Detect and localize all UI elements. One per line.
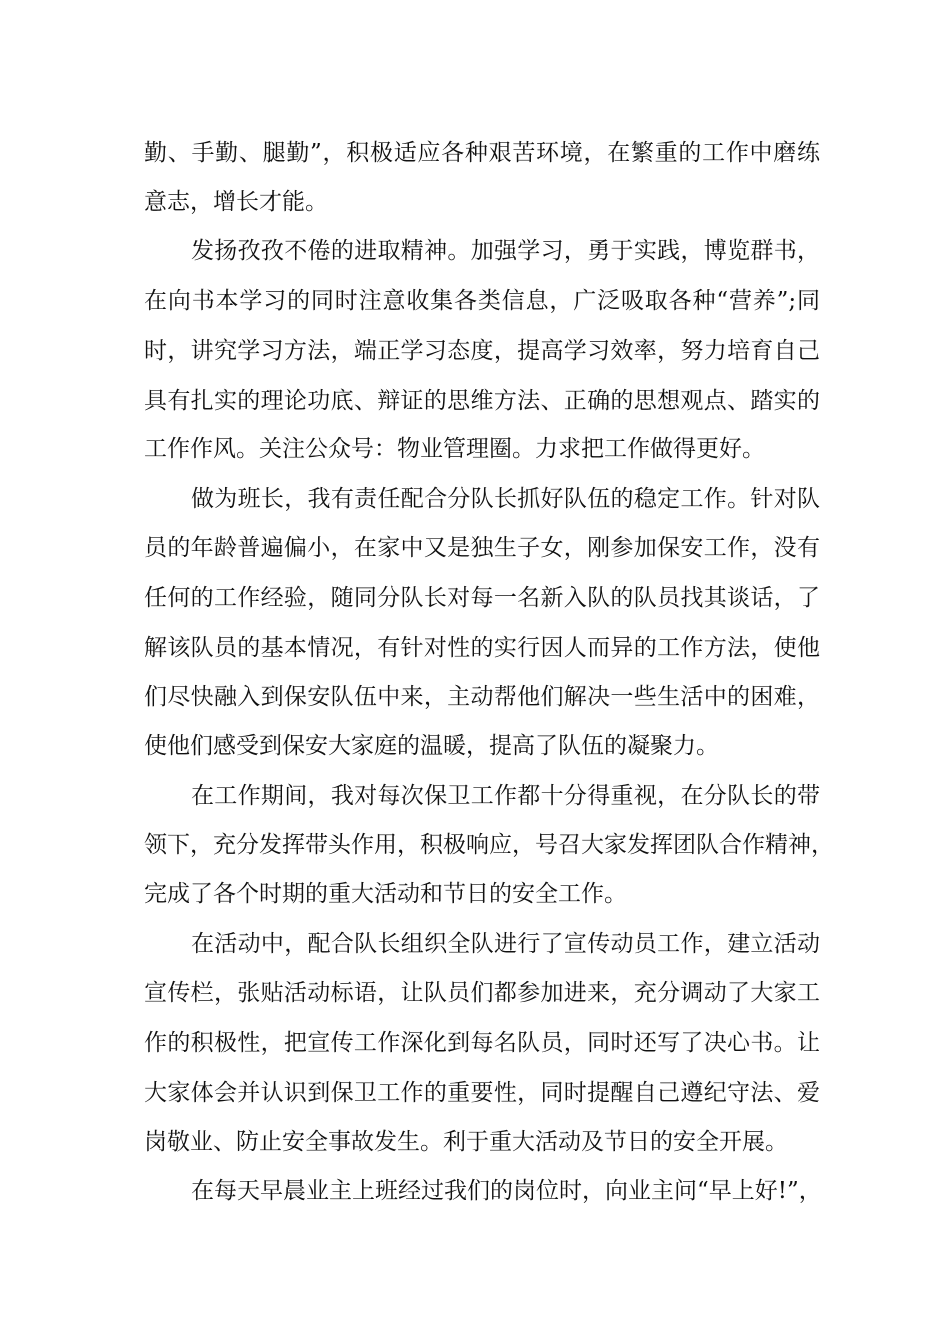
text-line: 岗敬业、防止安全事故发生。利于重大活动及节日的安全开展。 xyxy=(144,1129,788,1155)
text-line: 大家体会并认识到保卫工作的重要性，同时提醒自己遵纪守法、爱 xyxy=(144,1080,820,1106)
text-line: 使他们感受到保安大家庭的温暖，提高了队伍的凝聚力。 xyxy=(144,733,719,759)
text-line: 时，讲究学习方法，端正学习态度，提高学习效率，努力培育自己 xyxy=(144,338,820,364)
paragraph-first-line: 做为班长，我有责任配合分队长抓好队伍的稳定工作。针对队 xyxy=(191,486,820,512)
text-line: 工作作风。关注公众号：物业管理圈。力求把工作做得更好。 xyxy=(144,436,765,462)
text-line: 具有扎实的理论功底、辩证的思维方法、正确的思想观点、踏实的 xyxy=(144,388,820,414)
text-line: 领下，充分发挥带头作用，积极响应，号召大家发挥团队合作精神， xyxy=(144,832,834,858)
text-line: 在向书本学习的同时注意收集各类信息，广泛吸取各种“营养”;同 xyxy=(144,288,820,314)
paragraph-first-line: 在工作期间，我对每次保卫工作都十分得重视，在分队长的带 xyxy=(191,783,820,809)
text-line: 意志，增长才能。 xyxy=(144,189,328,215)
text-line: 解该队员的基本情况，有针对性的实行因人而异的工作方法，使他 xyxy=(144,635,820,661)
text-line: 勤、手勤、腿勤”，积极适应各种艰苦环境，在繁重的工作中磨练 xyxy=(144,140,820,166)
text-line: 员的年龄普遍偏小，在家中又是独生子女，刚参加保安工作，没有 xyxy=(144,535,820,561)
text-line: 宣传栏，张贴活动标语，让队员们都参加进来，充分调动了大家工 xyxy=(144,980,820,1006)
text-line: 完成了各个时期的重大活动和节日的安全工作。 xyxy=(144,881,627,907)
text-line: 们尽快融入到保安队伍中来，主动帮他们解决一些生活中的困难， xyxy=(144,684,820,710)
text-line: 任何的工作经验，随同分队长对每一名新入队的队员找其谈话，了 xyxy=(144,585,820,611)
paragraph-first-line: 在每天早晨业主上班经过我们的岗位时，向业主问“早上好!”， xyxy=(191,1178,822,1204)
paragraph-first-line: 在活动中，配合队长组织全队进行了宣传动员工作，建立活动 xyxy=(191,931,820,957)
paragraph-first-line: 发扬孜孜不倦的进取精神。加强学习，勇于实践，博览群书， xyxy=(191,238,820,264)
text-line: 作的积极性，把宣传工作深化到每名队员，同时还写了决心书。让 xyxy=(144,1030,820,1056)
